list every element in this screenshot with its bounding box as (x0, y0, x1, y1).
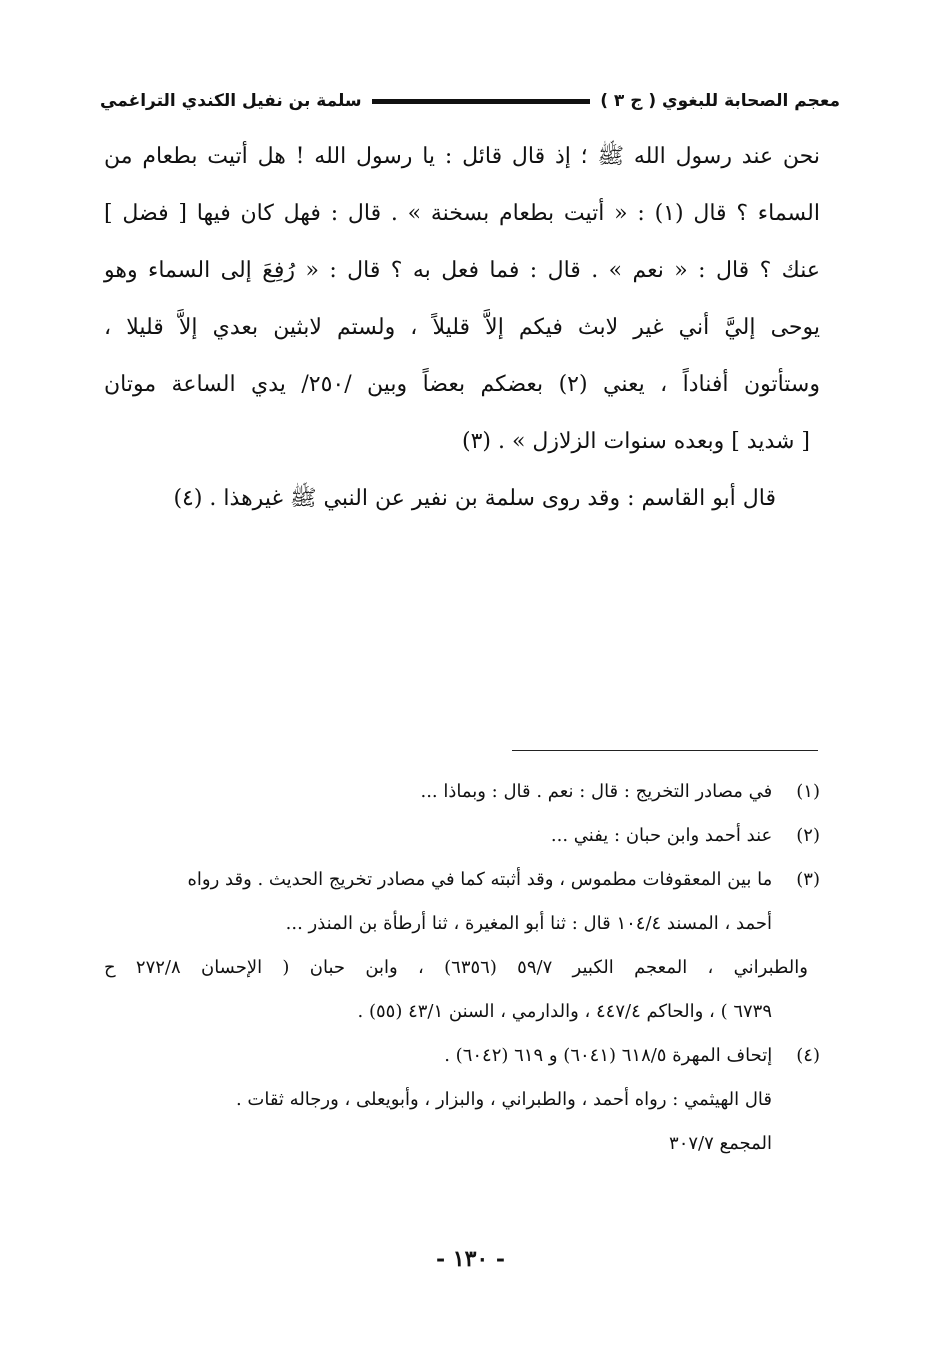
text-line: [ شديد ] وبعده سنوات الزلازل » . (٣) (461, 429, 810, 454)
text-line: يوحى إليَّ أني غير لابث فيكم إلاَّ قليلاً ، ولستم لابثين بعدي إلاَّ قليلا ، (104, 315, 820, 340)
text-line: وستأتون أفناداً ، يعني (٢) بعضكم بعضاً وبين /٢٥٠/ يدي الساعة موتان (104, 372, 820, 397)
footnote-number: (٢) (796, 825, 820, 846)
footnote-text: ٦٧٣٩ ) ، والحاكم ٤٤٧/٤ ، والدارمي ، السنن ٤٣/١ (٥٥) . (357, 1001, 772, 1022)
text-line: قال أبو القاسم : وقد روى سلمة بن نفير عن النبي ﷺ غيرهذا . (٤) (173, 486, 776, 511)
footnote-text: عند أحمد وابن حبان : يفني ... (550, 825, 773, 846)
footnote-4 (104, 1034, 820, 1166)
footnote-number: (٤) (796, 1045, 820, 1066)
footnote-2 (104, 814, 820, 858)
footnote-number: (١) (796, 781, 820, 802)
footnotes (104, 770, 820, 1166)
footnote-separator (512, 750, 818, 751)
header-rule (372, 99, 591, 104)
text-line: نحن عند رسول الله ﷺ ؛ إذ قال قائل : يا رسول الله ! هل أتيت بطعام من (104, 144, 820, 169)
book-title: معجم الصحابة للبغوي ( ج ٣ ) (600, 91, 840, 111)
footnote-text: المجمع ٣٠٧/٧ (669, 1133, 772, 1154)
main-text (104, 128, 820, 527)
footnote-text: والطبراني ، المعجم الكبير ٥٩/٧ (٦٣٥٦) ، وابن حبان ( الإحسان ٢٧٢/٨ ح (104, 957, 808, 978)
footnote-1 (104, 770, 820, 814)
footnote-text: قال الهيثمي : رواه أحمد ، والطبراني ، والبزار ، وأبويعلى ، ورجاله ثقات . (235, 1089, 772, 1110)
text-line: السماء ؟ قال (١) : « أتيت بطعام بسخنة » . قال : فهل كان فيها [ فضل ] (104, 201, 820, 226)
text-line: عنك ؟ قال : « نعم » . قال : فما فعل به ؟ قال : « رُفِعَ إلى السماء وهو (104, 258, 820, 283)
footnote-number: (٣) (796, 869, 820, 890)
chapter-title: سلمة بن نفيل الكندي التراغمي (100, 91, 362, 111)
page-number: - ١٣٠ - (435, 1246, 506, 1272)
footnote-text: في مصادر التخريج : قال : نعم . قال : وبماذا ... (420, 781, 773, 802)
footnote-3 (104, 858, 820, 1034)
running-header (100, 84, 840, 118)
footnote-text: إتحاف المهرة ٦١٨/٥ (٦٠٤١) و ٦١٩ (٦٠٤٢) . (444, 1045, 773, 1066)
footnote-text: ما بين المعقوفات مطموس ، وقد أثبته كما في مصادر تخريج الحديث . وقد رواه (187, 869, 773, 890)
footnote-text: أحمد ، المسند ١٠٤/٤ قال : ثنا أبو المغيرة ، ثنا أرطأة بن المنذر ... (285, 913, 772, 934)
